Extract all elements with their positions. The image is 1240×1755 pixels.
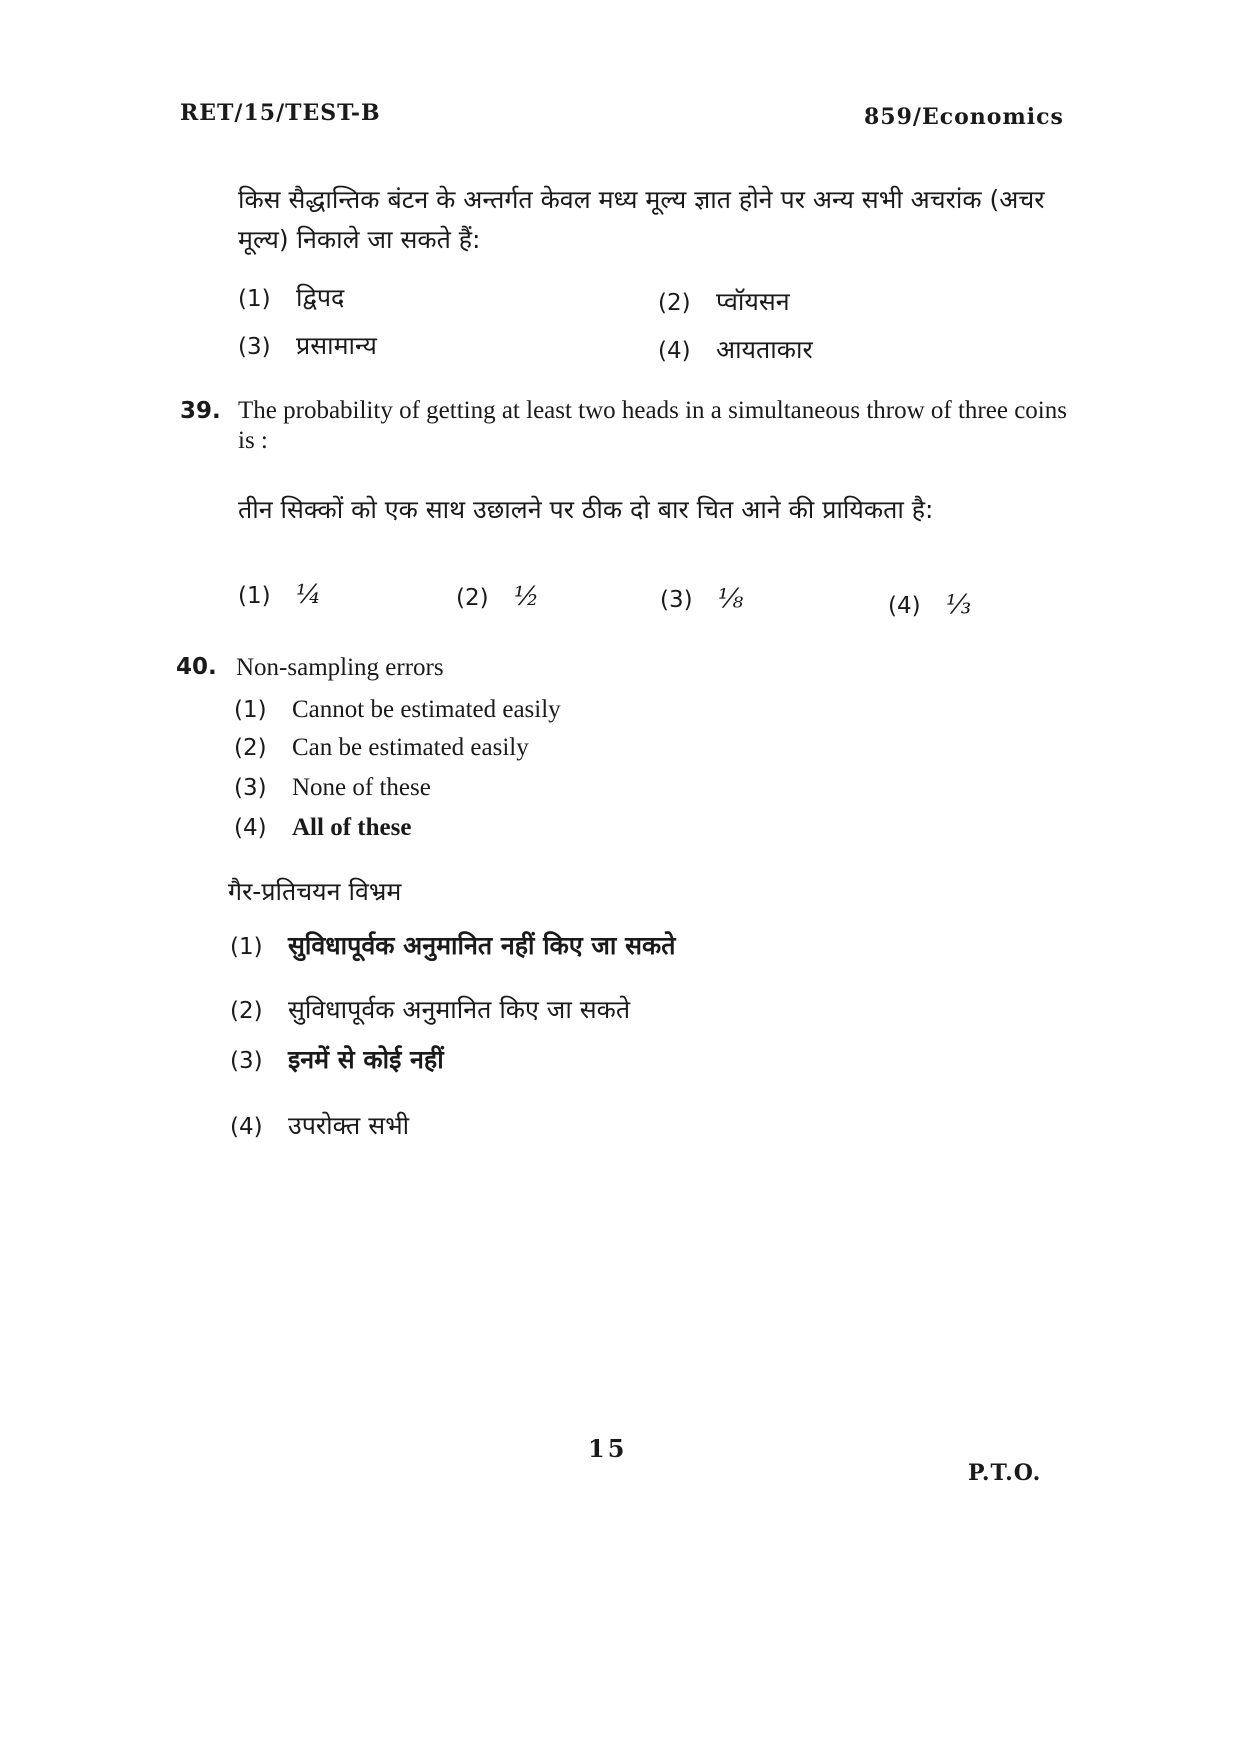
- q39-stem-english: The probability of getting at least two heads in a simultaneous throw of three coins is :: [238, 397, 1067, 454]
- option-text: प्रसामान्य: [296, 331, 377, 360]
- option-text: द्विपद: [296, 283, 345, 312]
- option-number: (2): [234, 735, 267, 761]
- option-number: (2): [456, 585, 489, 611]
- option-number: (1): [234, 697, 267, 723]
- option-number: (4): [234, 815, 267, 841]
- option-text: Cannot be estimated easily: [292, 696, 561, 723]
- option-text: आयताकार: [716, 335, 813, 364]
- q40-number: 40.: [176, 654, 217, 680]
- option-text: सुविधापूर्वक अनुमानित नहीं किए जा सकते: [288, 931, 676, 960]
- q40-option-hi-2: [230, 990, 630, 1030]
- option-text: All of these: [292, 814, 412, 841]
- q39-option-2: [456, 582, 539, 612]
- option-text: प्वॉयसन: [716, 287, 790, 316]
- q38-option-1: [238, 278, 344, 318]
- page-number: 15: [588, 1434, 628, 1463]
- q40-option-hi-4: [230, 1106, 409, 1146]
- q40-stem-hindi: गैर-प्रतिचयन विभ्रम: [228, 877, 402, 906]
- q40-option-en-1: [234, 696, 561, 724]
- q40-option-hi-3: [230, 1040, 444, 1080]
- q38-option-4: [658, 330, 813, 370]
- option-number: (4): [888, 593, 921, 619]
- option-number: (4): [658, 338, 691, 364]
- q39-stem-hindi: तीन सिक्कों को एक साथ उछालने पर ठीक दो बार चित आने की प्रायिकता है:: [238, 495, 934, 524]
- q39-number: 39.: [180, 398, 221, 424]
- option-number: (1): [238, 583, 271, 609]
- option-text: सुविधापूर्वक अनुमानित किए जा सकते: [288, 995, 631, 1024]
- q40-stem-english: Non-sampling errors: [236, 654, 444, 681]
- option-number: (3): [660, 587, 693, 613]
- option-number: (4): [230, 1114, 263, 1140]
- q38-option-3: [238, 326, 377, 366]
- q40-option-en-4: [234, 814, 411, 842]
- option-text: उपरोक्त सभी: [288, 1111, 410, 1140]
- header-subject: 859/Economics: [864, 104, 1064, 130]
- pto-label: P.T.O.: [968, 1460, 1042, 1486]
- option-text: इनमें से कोई नहीं: [288, 1045, 444, 1074]
- q38-option-2: [658, 282, 790, 322]
- option-fraction: ⅓: [946, 590, 972, 620]
- q40-option-hi-1: [230, 926, 675, 966]
- option-number: (2): [230, 998, 263, 1024]
- option-fraction: ⅛: [718, 584, 744, 614]
- q39-option-1: [238, 580, 321, 610]
- option-number: (1): [238, 286, 271, 312]
- q40-option-en-2: [234, 734, 529, 762]
- option-fraction: ¼: [296, 580, 322, 610]
- option-number: (1): [230, 934, 263, 960]
- header-code: RET/15/TEST-B: [180, 100, 381, 126]
- q40-option-en-3: [234, 774, 431, 802]
- option-number: (2): [658, 290, 691, 316]
- option-number: (3): [234, 775, 267, 801]
- option-number: (3): [230, 1048, 263, 1074]
- option-fraction: ½: [514, 582, 540, 612]
- q39-option-3: [660, 584, 743, 614]
- option-text: None of these: [292, 774, 431, 801]
- option-text: Can be estimated easily: [292, 734, 529, 761]
- option-number: (3): [238, 334, 271, 360]
- q38-stem-hindi: किस सैद्धान्तिक बंटन के अन्तर्गत केवल मध्य मूल्य ज्ञात होने पर अन्य सभी अचरांक (अचर मूल्य) निकाले जा सकते हैं:: [238, 185, 1045, 254]
- q39-option-4: [888, 590, 971, 620]
